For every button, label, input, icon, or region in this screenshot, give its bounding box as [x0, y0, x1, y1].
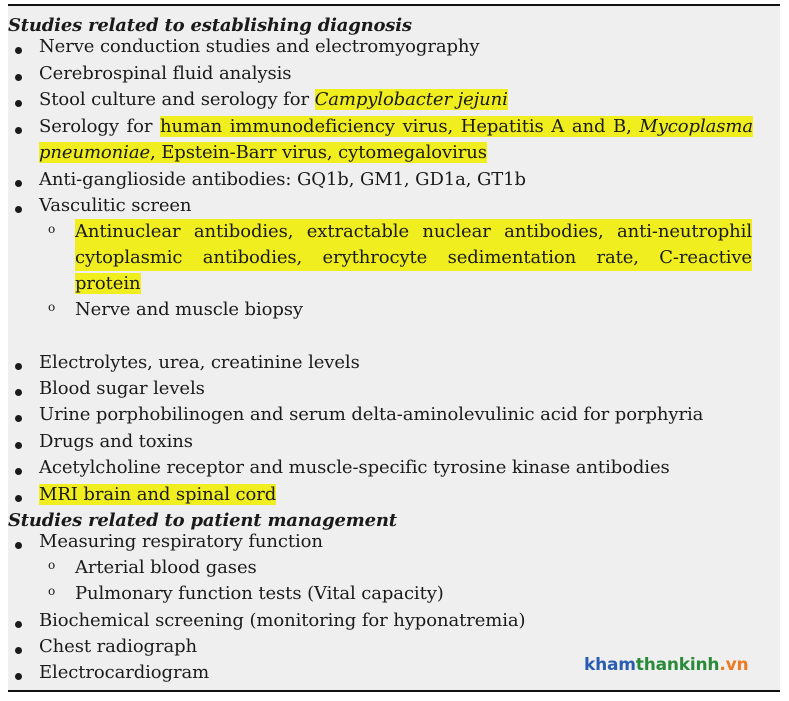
- list-item-vasculitic: Vasculitic screen: [39, 195, 192, 216]
- hollow-bullet-icon: o: [48, 222, 56, 236]
- bullet-icon: [15, 363, 22, 370]
- list-item-respiratory: Measuring respiratory function: [39, 531, 323, 552]
- studies-table: [8, 4, 780, 692]
- sub-item-antibodies-cont: [75, 245, 752, 271]
- logo-part-vn: .vn: [719, 655, 749, 675]
- stool-prefix: Stool culture and serology for: [39, 89, 315, 110]
- list-item-drugs: Drugs and toxins: [39, 431, 193, 452]
- bullet-icon: [15, 100, 22, 107]
- hollow-bullet-icon: o: [48, 300, 56, 314]
- logo-part-thankinh: thankinh: [635, 655, 720, 675]
- section-title-management: Studies related to patient management: [8, 510, 397, 531]
- section-title-diagnosis: Studies related to establishing diagnosis: [8, 15, 412, 36]
- bullet-icon: [15, 468, 22, 475]
- bullet-icon: [15, 127, 22, 134]
- list-item-chest-xray: Chest radiograph: [39, 636, 198, 657]
- list-item-achr: Acetylcholine receptor and muscle-specific tyrosine kinase antibodies: [39, 457, 670, 478]
- bullet-icon: [15, 47, 22, 54]
- list-item-electrolytes: Electrolytes, urea, creatinine levels: [39, 352, 360, 373]
- sub-item-antibodies-line1: Antinuclear antibodies, extractable nuclear antibodies, anti-neutrophil: [75, 219, 752, 245]
- bullet-icon: [15, 621, 22, 628]
- bullet-icon: [15, 495, 22, 502]
- sub-item-antibodies: [75, 219, 752, 245]
- list-item-porphyria: Urine porphobilinogen and serum delta-aminolevulinic acid for porphyria: [39, 404, 704, 425]
- list-item-blood-sugar: Blood sugar levels: [39, 378, 205, 399]
- bullet-icon: [15, 206, 22, 213]
- serology-prefix: Serology for: [39, 116, 160, 137]
- list-item-serology-cont: [39, 140, 487, 166]
- list-item-csf: Cerebrospinal fluid analysis: [39, 63, 292, 84]
- bullet-icon: [15, 673, 22, 680]
- serology-virus-list: human immunodeficiency virus, Hepatitis A and B,: [160, 116, 640, 137]
- mri-text: MRI brain and spinal cord: [39, 484, 277, 505]
- list-item-ncs: Nerve conduction studies and electromyography: [39, 36, 480, 57]
- serology-virus-list-2: , Epstein-Barr virus, cytomegalovirus: [150, 142, 487, 163]
- list-item-ecg: Electrocardiogram: [39, 662, 210, 683]
- stool-organism: Campylobacter jejuni: [314, 89, 508, 110]
- sub-item-pft: Pulmonary function tests (Vital capacity): [75, 583, 444, 604]
- sub-item-antibodies-line2: cytoplasmic antibodies, erythrocyte sedimentation rate, C-reactive: [75, 245, 752, 271]
- sub-item-biopsy: Nerve and muscle biopsy: [75, 299, 303, 320]
- bullet-icon: [15, 180, 22, 187]
- bullet-icon: [15, 542, 22, 549]
- list-item-biochemical: Biochemical screening (monitoring for hyponatremia): [39, 610, 526, 631]
- bullet-icon: [15, 415, 22, 422]
- list-item-stool: [39, 87, 508, 113]
- list-item-antiganglioside: Anti-ganglioside antibodies: GQ1b, GM1, GD1a, GT1b: [39, 169, 526, 190]
- serology-mycoplasma: Mycoplasma: [639, 116, 753, 137]
- serology-pneumoniae: pneumoniae: [39, 142, 150, 163]
- bullet-icon: [15, 389, 22, 396]
- hollow-bullet-icon: o: [48, 584, 56, 598]
- list-item-serology: [39, 114, 753, 140]
- watermark-logo: [584, 655, 748, 675]
- hollow-bullet-icon: o: [48, 558, 56, 572]
- sub-item-antibodies-cont2: [75, 271, 141, 297]
- logo-part-kham: kham: [584, 655, 636, 675]
- sub-item-abg: Arterial blood gases: [75, 557, 257, 578]
- bullet-icon: [15, 647, 22, 654]
- bullet-icon: [15, 442, 22, 449]
- bullet-icon: [15, 74, 22, 81]
- list-item-mri: [39, 482, 276, 508]
- sub-item-antibodies-line3: protein: [75, 273, 141, 294]
